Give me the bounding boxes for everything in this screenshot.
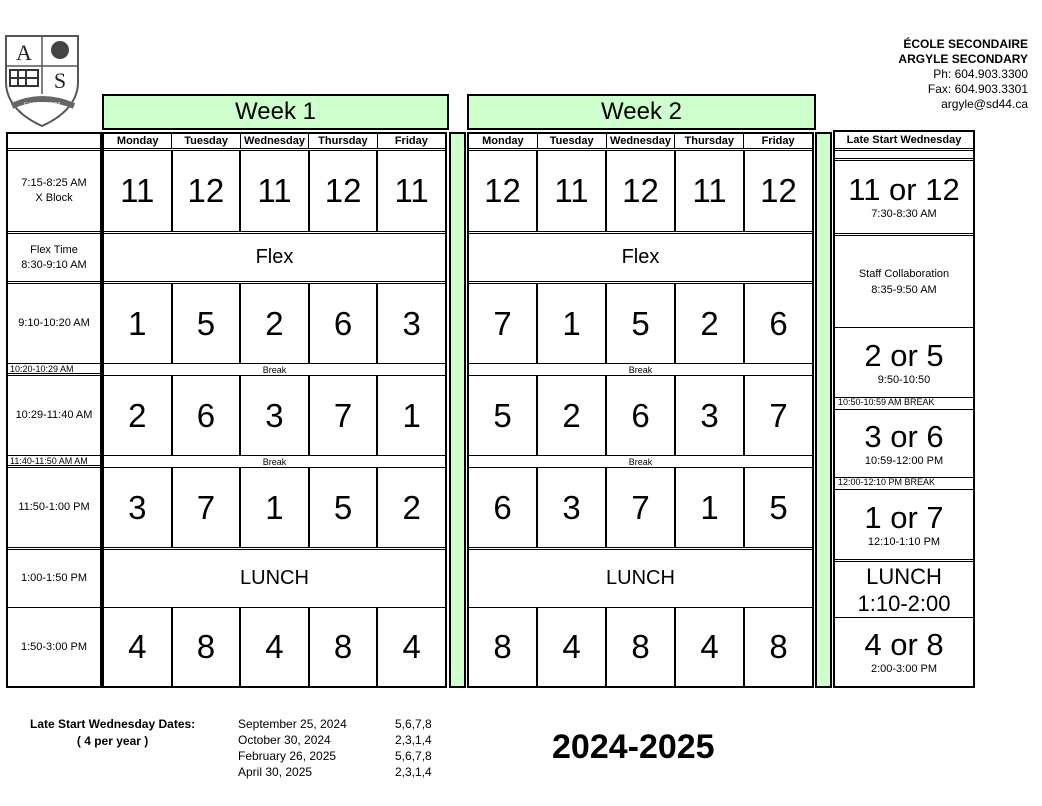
week2-break2-row — [469, 456, 812, 468]
block-cell: 5 — [469, 376, 538, 455]
block-cell: 4 — [402, 628, 421, 665]
time-lunch: 1:00-1:50 PM — [8, 550, 100, 608]
block-cell: 11 — [241, 151, 310, 231]
week1-break2-row — [104, 456, 445, 468]
time-column — [6, 132, 102, 688]
time-block4: 1:50-3:00 PM — [20, 640, 88, 653]
week1-flex-row — [104, 234, 445, 284]
block-cell: 7 — [310, 376, 379, 455]
block-cell: 6 — [173, 376, 242, 455]
late-start-lunch-time: 1:10-2:00 — [857, 590, 951, 616]
block-order: 2,3,1,4 — [395, 765, 432, 779]
late-start-collaboration — [835, 236, 973, 328]
day-header-monday: Monday — [104, 134, 172, 148]
svg-text:A: A — [16, 40, 32, 65]
late-start-spacer — [835, 151, 973, 161]
week2-block2-row — [469, 376, 812, 456]
time-flex: Flex Time 8:30-9:10 AM — [8, 234, 100, 284]
break-label: Break — [262, 456, 287, 467]
late-start-lunch-label: LUNCH — [866, 563, 942, 589]
day-header-thursday: Thursday — [675, 134, 744, 148]
dates-heading: Late Start Wednesday Dates: — [30, 717, 196, 731]
block-cell: 12 — [173, 151, 242, 231]
week2-lunch-row — [469, 550, 812, 608]
break-label: Break — [628, 456, 653, 467]
block-cell: 12 — [310, 151, 379, 231]
late-start-first-block — [835, 161, 973, 236]
week2-break1-row — [469, 364, 812, 376]
school-email[interactable]: argyle@sd44.ca — [941, 97, 1028, 111]
svg-text:S: S — [53, 68, 67, 93]
late-start-dates-label — [30, 716, 195, 750]
week1-lunch-row — [104, 550, 445, 608]
late-start-fourth-block — [835, 490, 973, 562]
day-header-thursday: Thursday — [309, 134, 377, 148]
late-start-fifth-block — [835, 618, 973, 686]
week1-header: Week 1 — [102, 94, 449, 130]
block-cell: 1 — [402, 396, 421, 434]
block-cell: 1 — [241, 468, 310, 547]
week1-block2-row — [104, 376, 445, 456]
block-cell: 11 — [676, 151, 745, 231]
late-start-break2: 12:00-12:10 PM BREAK — [835, 478, 973, 490]
late-start-break1: 10:50-10:59 AM BREAK — [835, 398, 973, 410]
block-cell: 5 — [769, 488, 788, 526]
time-break1: 10:20-10:29 AM — [8, 364, 100, 376]
time-header-blank — [8, 134, 100, 151]
block-cell: 3 — [402, 304, 421, 342]
block-cell: 12 — [469, 151, 538, 231]
lunch-label: LUNCH — [240, 567, 309, 589]
collaboration-time: 8:35-9:50 AM — [871, 283, 937, 296]
collaboration-label: Staff Collaboration — [858, 267, 950, 280]
block-cell: 4 — [104, 608, 173, 686]
week2-day-headers — [469, 134, 812, 151]
block-cell: 5 — [173, 284, 242, 363]
week2-flex-row — [469, 234, 812, 284]
week1-day-headers — [104, 134, 445, 151]
late-start-date: October 30, 2024 — [238, 733, 331, 747]
school-crest — [4, 34, 82, 128]
block-cell: 2 — [538, 376, 607, 455]
time-block2: 10:29-11:40 AM — [8, 376, 100, 456]
late-start-block-label: 4 or 8 — [864, 627, 944, 662]
block-cell: 5 — [310, 468, 379, 547]
block-cell: 5 — [607, 284, 676, 363]
late-start-second-block — [835, 328, 973, 398]
late-start-block-time: 9:50-10:50 — [877, 373, 931, 386]
school-name-english: ARGYLE SECONDARY — [898, 52, 1028, 66]
block-cell: 4 — [241, 608, 310, 686]
block-cell: 11 — [394, 172, 429, 209]
block-cell: 4 — [676, 608, 745, 686]
time-block1: 9:10-10:20 AM — [8, 284, 100, 364]
late-start-lunch — [835, 562, 973, 618]
block-cell: 1 — [104, 284, 173, 363]
dates-frequency: ( 4 per year ) — [76, 734, 149, 748]
block-cell: 2 — [241, 284, 310, 363]
block-cell: 6 — [769, 304, 788, 342]
late-start-separator — [815, 132, 832, 688]
block-order: 5,6,7,8 — [395, 749, 432, 763]
school-year: 2024-2025 — [552, 728, 715, 766]
week2-block1-row — [469, 284, 812, 364]
late-start-block-label: 3 or 6 — [864, 418, 944, 454]
week2-x-block-row — [469, 151, 812, 234]
week1-block4-row — [104, 608, 445, 686]
late-start-date: April 30, 2025 — [238, 765, 313, 779]
block-cell: 8 — [173, 608, 242, 686]
block-cell: 3 — [241, 376, 310, 455]
crest-logo — [4, 34, 82, 128]
late-start-block-time: 10:59-12:00 PM — [864, 454, 944, 467]
day-header-friday: Friday — [394, 135, 428, 147]
school-phone: Ph: 604.903.3300 — [933, 67, 1028, 81]
week2-header: Week 2 — [467, 94, 816, 130]
late-start-column — [833, 130, 975, 688]
time-break2: 11:40-11:50 AM AM — [8, 456, 100, 468]
late-start-dates-list — [238, 716, 347, 780]
day-header-wednesday: Wednesday — [241, 134, 309, 148]
week1-x-block-row — [104, 151, 445, 234]
block-cell: 2 — [676, 284, 745, 363]
late-start-date: September 25, 2024 — [238, 717, 347, 731]
block-cell: 3 — [676, 376, 745, 455]
block-cell: 8 — [469, 608, 538, 686]
block-cell: 3 — [104, 468, 173, 547]
flex-label: Flex — [621, 246, 660, 268]
block-cell: 2 — [104, 376, 173, 455]
block-cell: 11 — [538, 151, 607, 231]
late-start-block-label: 11 or 12 — [848, 172, 960, 207]
school-name-french: ÉCOLE SECONDAIRE — [903, 37, 1028, 51]
block-cell: 6 — [469, 468, 538, 547]
block-cell: 6 — [310, 284, 379, 363]
late-start-block-time: 2:00-3:00 PM — [870, 663, 938, 675]
late-start-block-order-list — [395, 716, 432, 780]
late-start-block-time: 7:30-8:30 AM — [871, 208, 937, 220]
block-cell: 1 — [676, 468, 745, 547]
late-start-block-label: 1 or 7 — [864, 499, 944, 535]
block-order: 5,6,7,8 — [395, 717, 432, 731]
late-start-date: February 26, 2025 — [238, 749, 337, 763]
block-cell: 4 — [538, 608, 607, 686]
week1-block1-row — [104, 284, 445, 364]
late-start-header: Late Start Wednesday — [835, 132, 973, 151]
week1-block3-row — [104, 468, 445, 550]
block-cell: 6 — [607, 376, 676, 455]
block-cell: 7 — [469, 284, 538, 363]
block-cell: 7 — [769, 396, 788, 434]
day-header-monday: Monday — [469, 134, 538, 148]
week2-block3-row — [469, 468, 812, 550]
block-cell: 11 — [104, 151, 173, 231]
block-cell: 7 — [173, 468, 242, 547]
late-start-block-label: 2 or 5 — [864, 337, 944, 373]
time-x-block: 7:15-8:25 AM X Block — [8, 151, 100, 234]
lunch-label: LUNCH — [606, 567, 675, 589]
school-fax: Fax: 604.903.3301 — [927, 82, 1028, 96]
day-header-tuesday: Tuesday — [172, 134, 240, 148]
late-start-third-block — [835, 410, 973, 478]
block-cell: 8 — [769, 628, 788, 665]
block-order: 2,3,1,4 — [395, 733, 432, 747]
block-cell: 3 — [538, 468, 607, 547]
break-label: Break — [628, 364, 653, 375]
week1-break1-row — [104, 364, 445, 376]
crest-motto: CARPE DIEM — [23, 102, 61, 108]
block-cell: 8 — [607, 608, 676, 686]
day-header-tuesday: Tuesday — [538, 134, 607, 148]
school-contact-info — [898, 37, 1028, 112]
day-header-friday: Friday — [761, 135, 795, 147]
day-header-wednesday: Wednesday — [607, 134, 676, 148]
week2-grid — [467, 132, 814, 688]
week1-grid — [102, 132, 447, 688]
block-cell: 2 — [402, 488, 421, 526]
block-cell: 8 — [310, 608, 379, 686]
block-cell: 12 — [760, 172, 797, 209]
late-start-block-time: 12:10-1:10 PM — [867, 535, 941, 548]
break-label: Break — [262, 364, 287, 375]
block-cell: 12 — [607, 151, 676, 231]
block-cell: 7 — [607, 468, 676, 547]
week2-block4-row — [469, 608, 812, 686]
time-block3: 11:50-1:00 PM — [8, 468, 100, 550]
flex-label: Flex — [255, 246, 294, 268]
week-separator — [449, 132, 466, 688]
block-cell: 1 — [538, 284, 607, 363]
